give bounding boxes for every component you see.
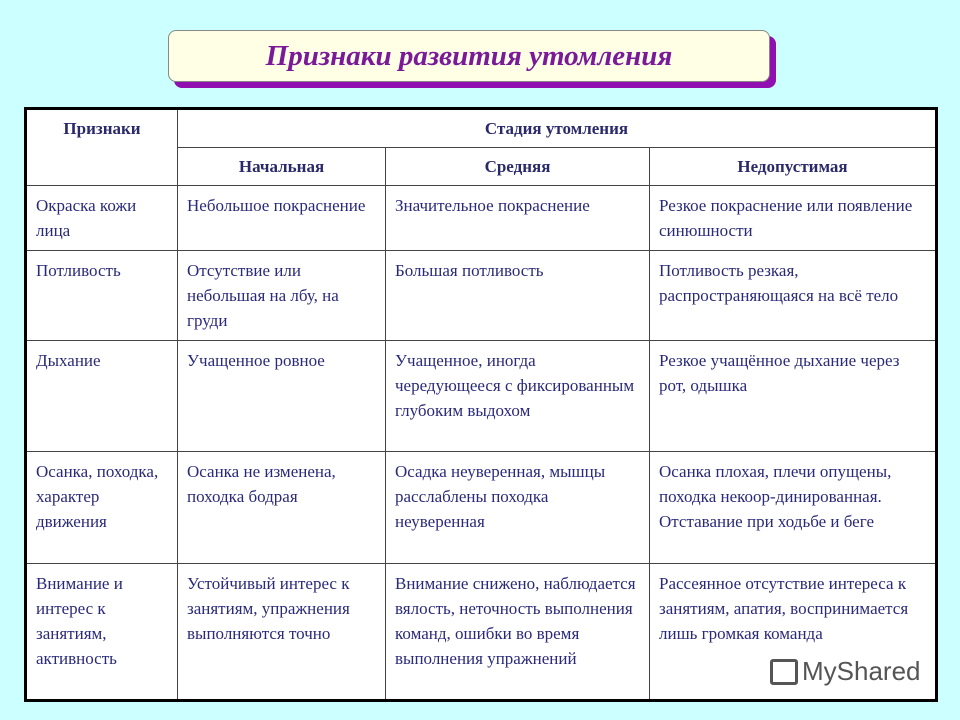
fatigue-table xyxy=(24,107,938,702)
cell: Осанка не изменена, походка бодрая xyxy=(178,452,386,564)
header-signs: Признаки xyxy=(26,109,178,186)
cell: Внимание снижено, наблюдается вялость, неточность выполнения команд, ошибки во время выполнения упражнений xyxy=(386,564,650,701)
cell: Резкое учащённое дыхание через рот, одышка xyxy=(650,341,937,452)
cell: Отсутствие или небольшая на лбу, на груди xyxy=(178,251,386,341)
cell: Учащенное ровное xyxy=(178,341,386,452)
cell: Устойчивый интерес к занятиям, упражнения выполняются точно xyxy=(178,564,386,701)
cell-sign: Потливость xyxy=(26,251,178,341)
cell: Резкое покраснение или появление синюшности xyxy=(650,186,937,251)
cell: Большая потливость xyxy=(386,251,650,341)
cell-sign: Окраска кожи лица xyxy=(26,186,178,251)
title-banner xyxy=(168,30,770,82)
header-row xyxy=(26,109,937,148)
header-stage-medium: Средняя xyxy=(386,148,650,186)
header-stage-initial: Начальная xyxy=(178,148,386,186)
cell: Потливость резкая, распространяющаяся на всё тело xyxy=(650,251,937,341)
cell: Учащенное, иногда чередующееся с фиксированным глубоким выдохом xyxy=(386,341,650,452)
cell: Осанка плохая, плечи опущены, походка некоор-динированная. Отставание при ходьбе и беге xyxy=(650,452,937,564)
table-row xyxy=(26,452,937,564)
cell: Значительное покраснение xyxy=(386,186,650,251)
table-row xyxy=(26,251,937,341)
cell-sign: Осанка, походка, характер движения xyxy=(26,452,178,564)
header-stage-unacceptable: Недопустимая xyxy=(650,148,937,186)
cell: Осадка неуверенная, мышцы расслаблены походка неуверенная xyxy=(386,452,650,564)
cell: Небольшое покраснение xyxy=(178,186,386,251)
cell: Рассеянное отсутствие интереса к занятиям, апатия, воспринимается лишь громкая команда xyxy=(650,564,937,701)
cell-sign: Дыхание xyxy=(26,341,178,452)
table-row xyxy=(26,186,937,251)
watermark-text: MyShared xyxy=(802,656,921,686)
page-title: Признаки развития утомления xyxy=(265,39,673,72)
cell-sign: Внимание и интерес к занятиям, активность xyxy=(26,564,178,701)
header-stage: Стадия утомления xyxy=(178,109,937,148)
presentation-icon xyxy=(770,659,798,685)
watermark xyxy=(770,656,921,687)
table-row xyxy=(26,341,937,452)
